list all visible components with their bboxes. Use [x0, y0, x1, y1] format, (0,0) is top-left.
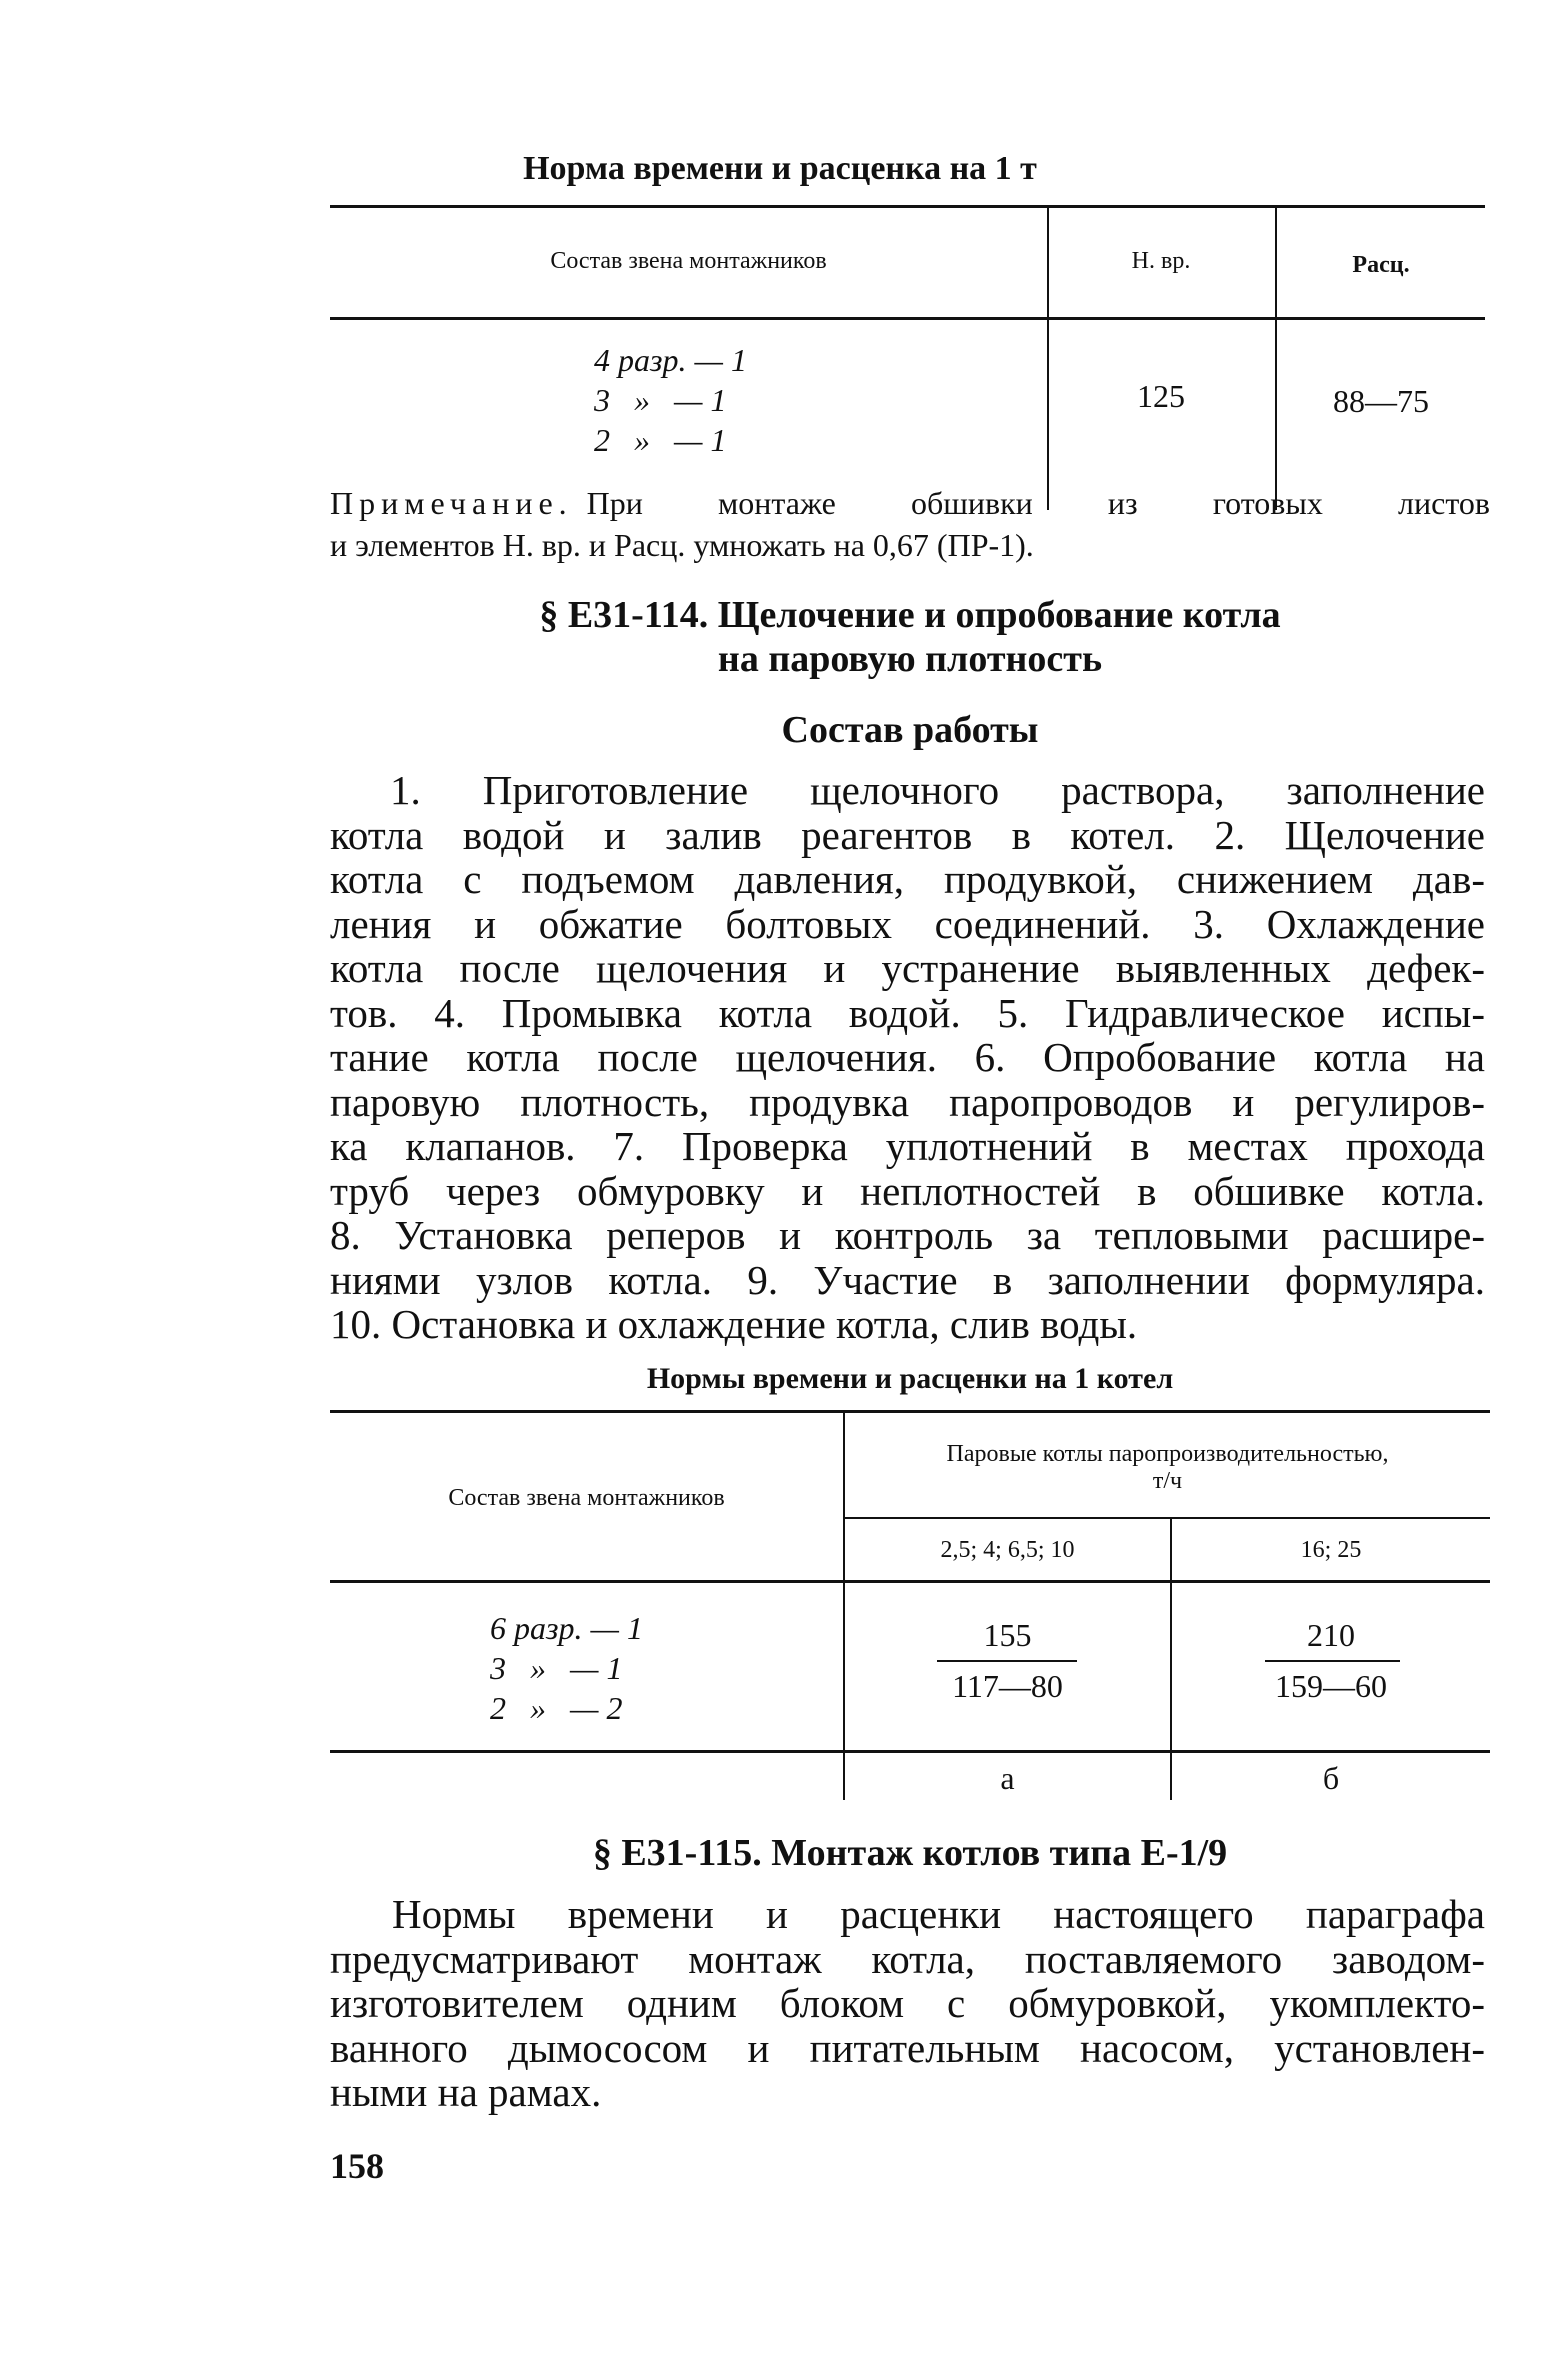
- section114-subtitle: Состав работы: [781, 709, 1039, 751]
- table1-crew-list: [594, 340, 747, 460]
- body-line: предусматривают монтаж котла, поставляемого заводом-: [330, 1935, 1485, 1982]
- table2-group-rule: [843, 1517, 1490, 1519]
- table2-group-header-1: Паровые котлы паропроизводительностью,: [946, 1441, 1389, 1467]
- note-line1: При монтаже обшивки из готовых листов: [586, 485, 1490, 521]
- table1-rate-value: 88—75: [1333, 383, 1429, 419]
- body-line: котла после щелочения и устранение выявленных дефек-: [330, 945, 1485, 991]
- note-label: Примечание.: [330, 485, 573, 521]
- body-line: 1. Приготовление щелочного раствора, заполнение: [390, 767, 1485, 813]
- table2-crew-row: 2 » — 2: [490, 1690, 623, 1726]
- table1-caption: Норма времени и расценка на 1 т: [523, 150, 1037, 187]
- table2-crew-row: 3 » — 1: [490, 1650, 623, 1686]
- table2-b-fraction-bar: [1265, 1660, 1400, 1662]
- table1-norm-value: 125: [1137, 378, 1185, 414]
- body-line: тов. 4. Промывка котла водой. 5. Гидравлическое испы-: [330, 989, 1485, 1036]
- section114-title-line1: § Е31-114. Щелочение и опробование котла: [539, 594, 1281, 636]
- table2-col-crew: Состав звена монтажников: [448, 1485, 725, 1511]
- table2-a-norm: 155: [983, 1617, 1032, 1653]
- body-line: котла водой и залив реагентов в котел. 2. Щелочение: [330, 811, 1485, 858]
- table1-col-rate: Расц.: [1352, 252, 1410, 278]
- table1-col-crew: Состав звена монтажников: [550, 248, 827, 274]
- body-line: Нормы времени и расценки настоящего параграфа: [392, 1891, 1485, 1937]
- body-line: ления и обжатие болтовых соединений. 3. Охлаждение: [330, 900, 1485, 947]
- table1-divider-2: [1275, 205, 1277, 510]
- body-line: труб через обмуровку и неплотностей в обшивке котла.: [330, 1167, 1485, 1214]
- body-line: тание котла после щелочения. 6. Опробование котла на: [330, 1034, 1485, 1080]
- table2-b-norm: 210: [1307, 1617, 1355, 1653]
- table1-crew-row: 3 » — 1: [594, 382, 727, 418]
- table2-crew-list: [490, 1608, 643, 1728]
- body-line: ка клапанов. 7. Проверка уплотнений в местах прохода: [330, 1123, 1485, 1169]
- table1-top-rule: [330, 205, 1485, 208]
- table1-col-norm: Н. вр.: [1131, 248, 1191, 274]
- table2-header-rule: [330, 1580, 1490, 1583]
- table2-top-rule: [330, 1410, 1490, 1413]
- table2-crew-row: 6 разр. — 1: [490, 1610, 643, 1646]
- body-line: 8. Установка реперов и контроль за тепловыми расшире-: [330, 1212, 1485, 1258]
- note-line2: и элементов Н. вр. и Расц. умножать на 0,67 (ПР-1).: [330, 527, 1034, 563]
- table2-label-b: б: [1322, 1760, 1340, 1796]
- table2-a-rate: 117—80: [952, 1668, 1063, 1704]
- table1-crew-row: 4 разр. — 1: [594, 342, 747, 378]
- body-line: 10. Остановка и охлаждение котла, слив воды.: [330, 1301, 1138, 1347]
- body-line: изготовителем одним блоком с обмуровкой, укомплекто-: [330, 1980, 1485, 2026]
- body-line: ными на рамах.: [330, 2069, 602, 2115]
- table2-a-fraction-bar: [937, 1660, 1077, 1662]
- table2-sub-a: 2,5; 4; 6,5; 10: [940, 1537, 1075, 1563]
- table2-b-rate: 159—60: [1275, 1668, 1387, 1704]
- table1-crew-row: 2 » — 1: [594, 422, 727, 458]
- table1-note: [330, 482, 1490, 566]
- table2-caption: Нормы времени и расценки на 1 котел: [646, 1362, 1174, 1395]
- section115-title: § Е31-115. Монтаж котлов типа Е-1/9: [592, 1832, 1228, 1874]
- page-number: 158: [330, 2146, 384, 2186]
- table2-group-header-2: т/ч: [1152, 1468, 1183, 1494]
- section115-body: [330, 1892, 1485, 2115]
- table2-bottom-rule: [330, 1750, 1490, 1753]
- table2-sub-b: 16; 25: [1300, 1537, 1362, 1563]
- table2-label-a: а: [1000, 1760, 1015, 1796]
- body-line: ванного дымососом и питательным насосом, установлен-: [330, 2024, 1485, 2071]
- table1-header-rule: [330, 317, 1485, 320]
- body-line: котла с подъемом давления, продувкой, снижением дав-: [330, 856, 1485, 902]
- body-line: ниями узлов котла. 9. Участие в заполнении формуляра.: [330, 1256, 1485, 1303]
- body-line: паровую плотность, продувка паропроводов и регулиров-: [330, 1078, 1485, 1125]
- section114-title-line2: на паровую плотность: [717, 638, 1103, 680]
- section114-body: [330, 768, 1485, 1347]
